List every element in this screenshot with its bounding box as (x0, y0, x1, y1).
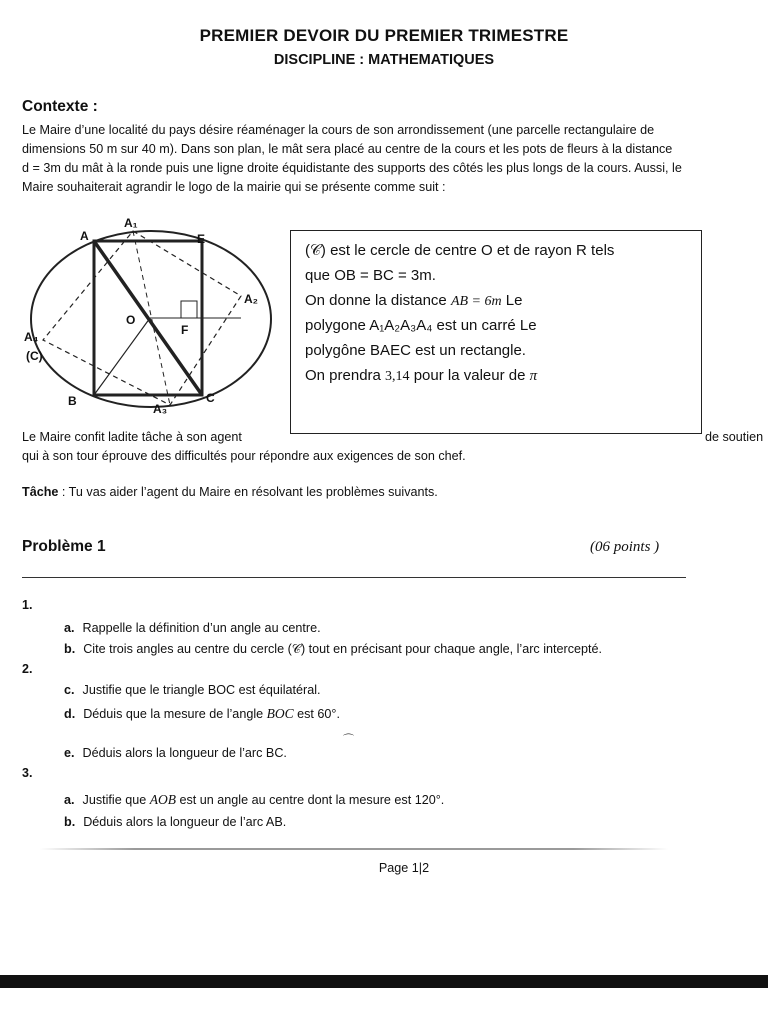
problem-title: Problème 1 (22, 538, 106, 555)
section-divider (22, 577, 686, 578)
question-3b: b. Déduis alors la longueur de l’arc AB. (64, 815, 287, 829)
context-line-2: dimensions 50 m sur 40 m). Dans son plan, le mât sera placé au centre de la cours et les pots de fleurs à la distance (22, 142, 673, 156)
problem-points: (06 points ) (590, 539, 660, 555)
info-line-1: (𝒞) est le cercle de centre O et de rayon R tels (305, 242, 615, 259)
arc-mark-icon: ⌒ (343, 734, 354, 746)
discipline-title: DISCIPLINE : MATHEMATIQUES (273, 52, 495, 68)
label-o: O (126, 313, 136, 327)
context-line-4: Maire souhaiterait agrandir le logo de la mairie qui se présente comme suit : (22, 180, 446, 194)
pi-symbol: π (529, 368, 538, 384)
question-1-number: 1. (22, 598, 33, 612)
label-c: C (206, 391, 215, 405)
segment-ob (94, 318, 150, 395)
context-line-3: d = 3m du mât à la ronde puis une ligne droite équidistante des supports des côtés les plus longs de la cours. Aussi, le (22, 161, 682, 175)
context-line-1: Le Maire d’une localité du pays désire réaménager la cours de son arrondissement (une parcelle rectangulaire de (22, 123, 655, 137)
task-statement: Tâche : Tu vas aider l’agent du Maire en résolvant les problèmes suivants. (22, 485, 438, 499)
right-angle-mark (181, 301, 197, 318)
question-1b: b. Cite trois angles au centre du cercle (𝒞) tout en précisant pour chaque angle, l’arc intercepté. (64, 642, 603, 656)
info-line-4: polygone A₁A₂A₃A₄ est un carré Le (305, 317, 537, 334)
label-f: F (181, 323, 189, 337)
context-heading: Contexte : (22, 98, 98, 115)
agent-text-left: Le Maire confit ladite tâche à son agent (22, 430, 242, 444)
page-number: Page 1|2 (378, 861, 430, 875)
question-2c: c. Justifie que le triangle BOC est équilatéral. (64, 683, 321, 697)
label-a2: A₂ (244, 292, 258, 306)
question-2e: e. Déduis alors la longueur de l’arc BC. (64, 746, 287, 760)
info-line-6: On prendra 3,14 pour la valeur de π (305, 367, 538, 384)
circle-c (31, 231, 271, 407)
agent-text-line-2: qui à son tour éprouve des difficultés pour répondre aux exigences de son chef. (22, 449, 466, 463)
info-line-3: On donne la distance AB = 6m Le (305, 292, 523, 309)
label-a4: A₄ (24, 330, 39, 344)
label-a3: A₃ (153, 402, 168, 416)
exam-title: PREMIER DEVOIR DU PREMIER TRIMESTRE (199, 26, 569, 45)
bottom-bar (0, 975, 768, 988)
label-circle: (C) (26, 349, 43, 363)
question-2-number: 2. (22, 662, 33, 676)
logo-figure (20, 212, 288, 426)
footer-divider (40, 848, 668, 850)
label-b: B (68, 394, 77, 408)
info-line-5: polygône BAEC est un rectangle. (305, 342, 526, 359)
question-3a: a. Justifie que AOB est un angle au centre dont la mesure est 120°. (64, 792, 445, 807)
label-a1: A₁ (124, 216, 138, 230)
label-e: E (197, 232, 206, 246)
distance-ab: AB = 6m (450, 294, 502, 309)
question-2d: d. Déduis que la mesure de l’angle BOC est 60°. (64, 706, 340, 721)
agent-text-right: de soutien (705, 430, 764, 444)
label-a: A (80, 229, 89, 243)
question-1a: a. Rappelle la définition d’un angle au centre. (64, 621, 321, 635)
info-line-2: que OB = BC = 3m. (305, 267, 436, 284)
info-box (290, 230, 702, 434)
question-3-number: 3. (22, 766, 33, 780)
